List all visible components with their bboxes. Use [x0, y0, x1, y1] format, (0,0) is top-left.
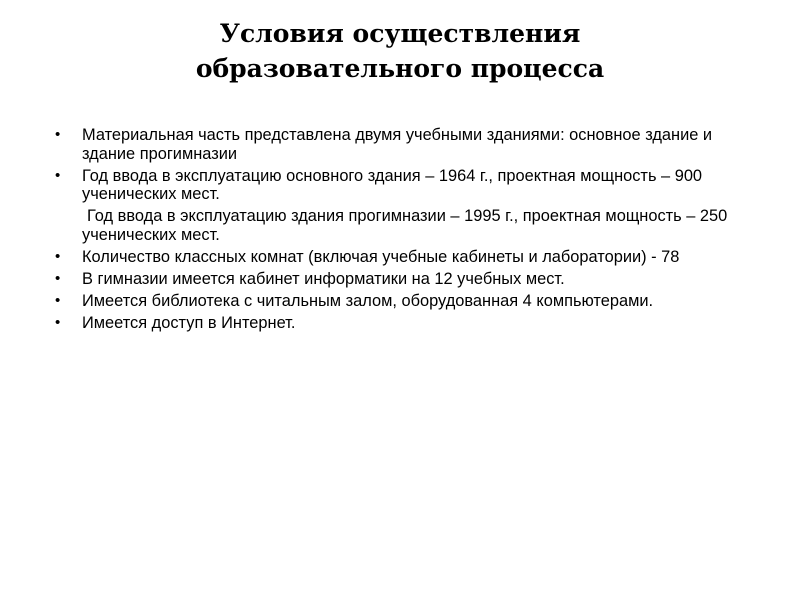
bullet-icon: •: [55, 126, 61, 143]
bullet-icon: •: [55, 166, 61, 184]
slide-title: [0, 16, 800, 86]
list-item-text: Год ввода в эксплуатацию здания прогимназии – 1995 г., проектная мощность – 250 ученических мест.: [82, 207, 728, 244]
bullet-list: [52, 126, 742, 336]
list-item: [52, 248, 742, 267]
list-item: [52, 292, 742, 311]
list-item-text: Имеется библиотека с читальным залом, оборудованная 4 компьютерами.: [82, 291, 654, 310]
bullet-icon: •: [55, 291, 61, 309]
list-item: [52, 126, 742, 163]
bullet-icon: •: [55, 247, 61, 265]
list-item-text: Имеется доступ в Интернет.: [82, 313, 296, 332]
bullet-icon: •: [55, 313, 61, 331]
bullet-icon: •: [55, 269, 61, 287]
slide-title-line-1: Условия осуществления: [219, 19, 581, 48]
list-item-continuation: [52, 207, 742, 244]
list-item-text: В гимназии имеется кабинет информатики на 12 учебных мест.: [82, 269, 565, 288]
list-item-text: Год ввода в эксплуатацию основного здания – 1964 г., проектная мощность – 900 ученических мест.: [82, 166, 703, 203]
slide-title-line-2: образовательного процесса: [195, 54, 605, 83]
list-item: [52, 270, 742, 289]
list-item: [52, 167, 742, 204]
list-item-text: Количество классных комнат (включая учебные кабинеты и лаборатории) - 78: [82, 247, 680, 266]
list-item-text: Материальная часть представлена двумя учебными зданиями: основное здание и здание прогимназии: [82, 126, 713, 163]
list-item: [52, 314, 742, 333]
